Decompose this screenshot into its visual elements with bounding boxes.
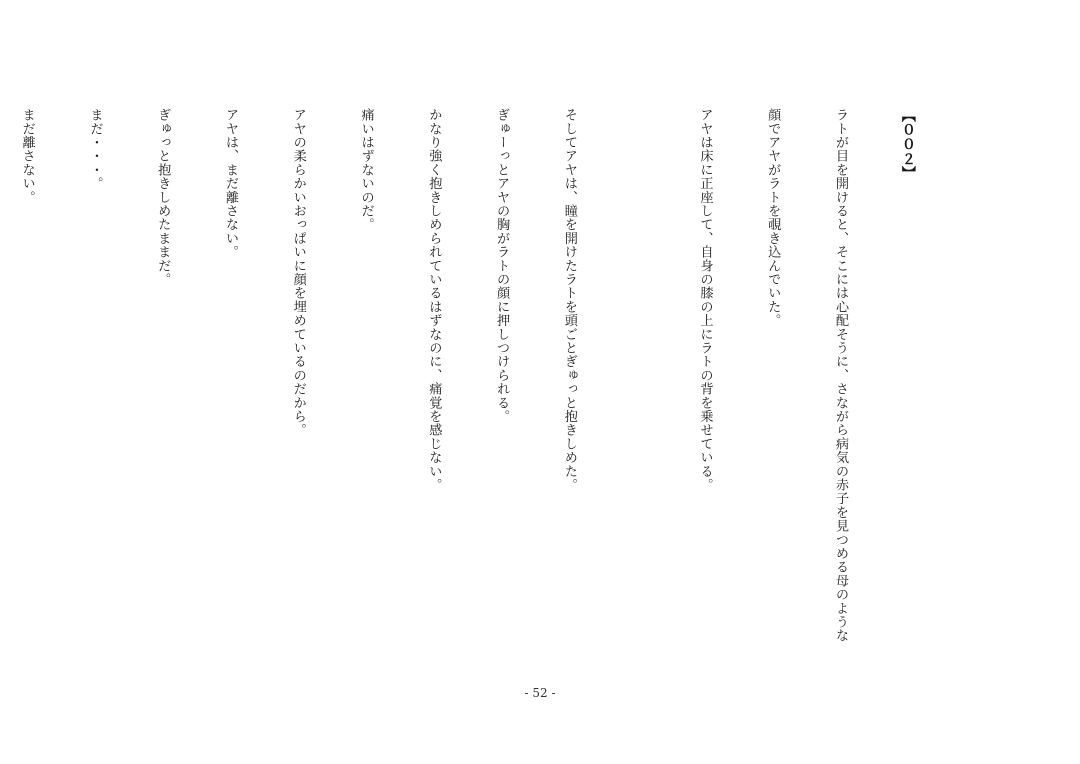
page-number: - 52 - [524, 686, 556, 700]
text-line: アヤは床に正座して、自身の膝の上にラトの背を乗せている。 [697, 108, 713, 492]
text-line: ぎゅーっとアヤの胸がラトの顔に押しつけられる。 [494, 108, 510, 424]
blank-line [625, 108, 648, 668]
text-line: 顔でアヤがラトを覗き込んでいた。 [765, 108, 781, 328]
text-line: まだ離さない。 [19, 108, 35, 204]
vertical-text-body [0, 108, 964, 668]
text-line: まだ・・・。 [87, 108, 103, 191]
text-line: かなり強く抱きしめられているはずなのに、痛覚を感じない。 [426, 108, 442, 492]
text-line: ぎゅっと抱きしめたままだ。 [155, 108, 171, 287]
chapter-heading: 【００２】 [899, 108, 916, 181]
text-line: 痛いはずないのだ。 [358, 108, 374, 232]
text-line: ラトが目を開けると、そこには心配そうに、さながら病気の赤子を見つめる母のような [833, 108, 849, 643]
text-line: アヤは、まだ離さない。 [223, 108, 238, 259]
text-line: アヤの柔らかいおっぱいに顔を埋めているのだから。 [290, 108, 306, 437]
text-line: そしてアヤは、瞳を開けたラトを頭ごとぎゅっと抱きしめた。 [561, 108, 577, 492]
